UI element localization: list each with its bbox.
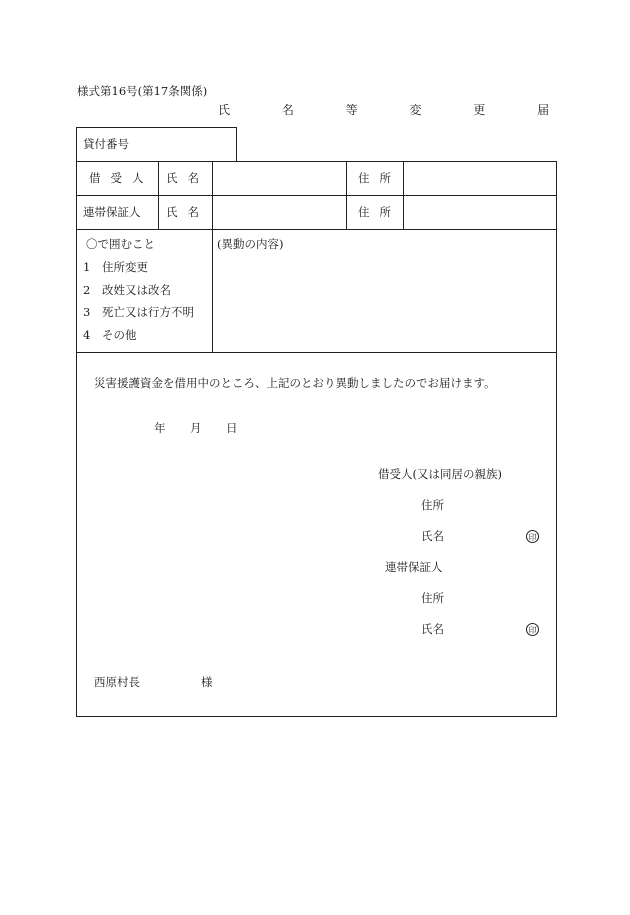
seal-icon: 印 (526, 623, 539, 636)
change-instruction: 〇で囲むこと (86, 237, 155, 251)
change-option-text: 改姓又は改名 (101, 283, 171, 297)
borrower-signature-address: 住所 (421, 498, 444, 512)
borrower-role-label: 借受人 (89, 171, 154, 185)
borrower-signature-name: 氏名 (421, 529, 444, 543)
guarantor-signature-name: 氏名 (421, 622, 444, 636)
loan-number-label: 貸付番号 (83, 137, 129, 151)
guarantor-name-label: 氏名 (166, 205, 209, 219)
addressee-honorific: 様 (201, 675, 213, 689)
change-option-1[interactable] (83, 262, 148, 274)
col-divider-name (212, 161, 213, 352)
change-option-number: 1 (83, 260, 91, 274)
change-option-number: 3 (83, 305, 91, 319)
seal-icon: 印 (526, 530, 539, 543)
change-option-text: 住所変更 (101, 260, 148, 274)
form-number: 様式第16号(第17条関係) (77, 84, 208, 98)
date-year: 年 (154, 421, 166, 435)
borrower-name-label: 氏名 (166, 171, 209, 185)
change-detail-label: (異動の内容) (217, 237, 284, 251)
change-option-text: 死亡又は行方不明 (101, 305, 194, 319)
statement-text: 災害援護資金を借用中のところ、上記のとおり異動しましたのでお届けます。 (94, 376, 496, 390)
row-divider-3 (76, 352, 557, 353)
borrower-signature-heading: 借受人(又は同居の親族) (378, 467, 502, 481)
addressee-office: 西原村長 (94, 675, 140, 689)
row-divider-2 (76, 229, 557, 230)
col-divider-address-label (346, 161, 347, 229)
change-option-2[interactable] (83, 285, 171, 297)
date-month: 月 (190, 421, 202, 435)
date-day: 日 (226, 421, 238, 435)
row-divider-1 (76, 195, 557, 196)
change-option-number: 2 (83, 283, 91, 297)
form-title: 氏 名 等 変 更 届 (218, 103, 574, 117)
change-option-number: 4 (83, 328, 91, 342)
guarantor-signature-heading: 連帯保証人 (385, 560, 443, 574)
guarantor-address-label: 住所 (358, 205, 401, 219)
borrower-address-label: 住所 (358, 171, 401, 185)
col-divider-role (158, 161, 159, 229)
change-option-4[interactable] (83, 330, 136, 342)
change-option-text: その他 (101, 328, 137, 342)
change-option-3[interactable] (83, 307, 194, 319)
guarantor-role-label: 連帯保証人 (83, 205, 141, 219)
guarantor-signature-address: 住所 (421, 591, 444, 605)
col-divider-address-value (403, 161, 404, 229)
